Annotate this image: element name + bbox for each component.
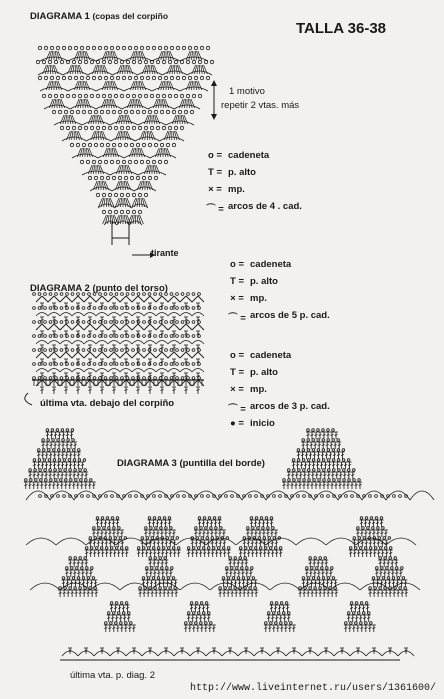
size-title: TALLA 36-38 xyxy=(296,20,387,37)
diagram1-title: DIAGRAMA 1 (copas del corpiño xyxy=(30,11,169,22)
repeat-note-2: repetir 2 vtas. más xyxy=(221,100,300,111)
watermark-url: http://www.liveinternet.ru/users/1361600/ xyxy=(190,683,437,694)
crochet-sheet: DIAGRAMA 1 (copas del corpiño TALLA 36-38 1 motivo repetir 2 vtas. más tirante o = cadeneta T = p. alto × = mp. ⌒ = arcos de 4 . cad. DIAGRAMA 2 (punto del torso) o = cadeneta T = p. alto × = mp. ⌒ = arcos de 5 p. cad. última vta. debajo del corpiño o = cadeneta T = p. alto × = mp. ⌒ = arcos de 3 p. cad. ● = inicio DIAGRAMA 3 (puntilla del borde) última vta. p. diag. 2 http://www.liveinternet.ru/users/1361600/ xyxy=(0,0,444,699)
diagram3-title: DIAGRAMA 3 (puntilla del borde) xyxy=(117,458,265,469)
diagram3-note: última vta. p. diag. 2 xyxy=(70,670,156,681)
diagram2-note: última vta. debajo del corpiño xyxy=(40,398,175,409)
strap-label: tirante xyxy=(151,248,179,258)
diagram2-title: DIAGRAMA 2 (punto del torso) xyxy=(30,283,168,294)
repeat-note-1: 1 motivo xyxy=(229,86,265,97)
